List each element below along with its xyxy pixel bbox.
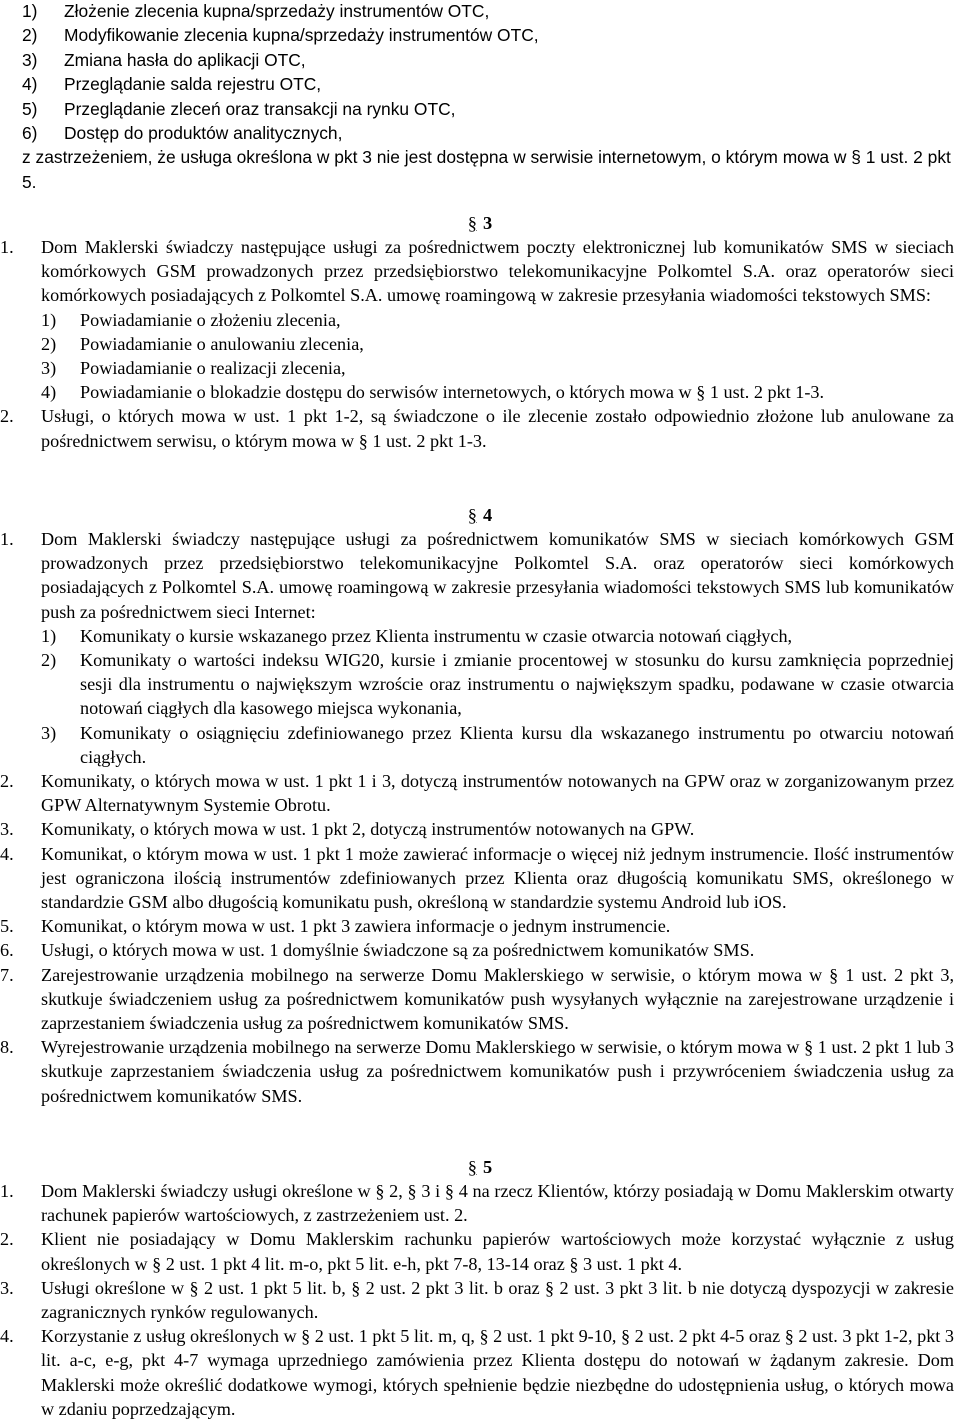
section-paragraph (0, 404, 954, 452)
item-text: Komunikaty o wartości indeksu WIG20, kursie i zmianie procentowej w stosunku do kursu zamknięcia poprzedniej sesji dla instrumentu o największym wzroście oraz instrumentu o największym spadku, podawane w czasie otwarcia notowań ciągłych dla kasowego miejsca wykonania, (80, 650, 954, 719)
list-item (0, 380, 954, 404)
section-paragraph (0, 1324, 954, 1421)
item-text: Przeglądanie zleceń oraz transakcji na rynku OTC, (64, 98, 456, 119)
section-paragraph (0, 1276, 954, 1324)
paragraph-number: 3. (0, 1277, 14, 1298)
section-paragraph (0, 1227, 954, 1275)
item-text: Przeglądanie salda rejestru OTC, (64, 74, 322, 95)
paragraph-number: 1. (0, 1181, 14, 1201)
paragraph-number: 2. (0, 406, 14, 427)
list-item (0, 72, 960, 96)
section-number: 3 (483, 213, 493, 233)
paragraph-number: 8. (0, 1037, 14, 1058)
paragraph-text: Klient nie posiadający w Domu Maklerskim rachunku papierów wartościowych może korzystać wyłącznie z usług określonych w § 2 ust. 1 pkt 4 lit. m-o, pkt 5 lit. e-h, pkt 7-8, 13-14 oraz § 3 ust. 1 pkt 4. (41, 1229, 954, 1274)
top-list (0, 0, 960, 194)
paragraph-text: Komunikat, o którym mowa w ust. 1 pkt 1 może zawierać informacje o więcej niż jednym instrumencie. Ilość instrumentów jest ograniczona ilością instrumentów zdefiniowanych przez Klienta oraz długością komunikatu SMS, określonego w standardzie GSM albo długością komunikatu push, określoną w standardzie systemu Android lub iOS. (41, 843, 954, 913)
section-paragraph (0, 842, 954, 915)
section-paragraph (0, 235, 954, 308)
item-number: 5) (22, 98, 38, 119)
paragraph-text: Korzystanie z usług określonych w § 2 ust. 1 pkt 5 lit. m, q, § 2 ust. 1 pkt 9-10, § 2 ust. 2 pkt 4-5 oraz § 2 ust. 3 pkt 1-2, pkt 3 lit. a-c, e-g, pkt 4-7 wymaga uprzedniego zamówienia przez Klienta dostępu do notowań w żądanym zakresie. Dom Maklerski może określić dodatkowe wymogi, których spełnienie będzie niezbędne do udostępnienia usług, o których mowa w zdaniu poprzedzającym. (41, 1326, 954, 1419)
item-number: 3) (41, 722, 57, 743)
item-text: Komunikaty o kursie wskazanego przez Klienta instrumentu w czasie otwarcia notowań ciągłych, (80, 625, 793, 646)
item-number: 2) (41, 333, 57, 354)
paragraph-number: 4. (0, 843, 14, 864)
section-paragraph (0, 963, 954, 1036)
item-number: 6) (22, 123, 38, 144)
item-number: 1) (41, 625, 57, 646)
section-paragraph (0, 1179, 954, 1227)
paragraph-text: Dom Maklerski świadczy usługi określone w § 2, § 3 i § 4 na rzecz Klientów, którzy posiadają w Domu Maklerskim otwarty rachunek papierów wartościowych, z zastrzeżeniem ust. 2. (41, 1181, 954, 1226)
paragraph-text: Dom Maklerski świadczy następujące usługi za pośrednictwem komunikatów SMS w sieciach komórkowych GSM prowadzonych przez przedsiębiorstwo telekomunikacyjne Polkomtel S.A. oraz operatorów sieci komórkowych posiadających z Polkomtel S.A. umowę roamingową w zakresie przesyłania wiadomości tekstowych SMS lub komunikatów push za pośrednictwem sieci Internet: (41, 529, 954, 622)
section-paragraph (0, 527, 954, 624)
paragraph-text: Usługi określone w § 2 ust. 1 pkt 5 lit. b, § 2 ust. 2 pkt 3 lit. b oraz § 2 ust. 3 pkt 3 lit. b nie dotyczą dyspozycji w zakresie zagranicznych rynków regulowanych. (41, 1277, 954, 1323)
list-item (0, 332, 954, 356)
section-paragraph (0, 914, 954, 938)
paragraph-text: Zarejestrowanie urządzenia mobilnego na serwerze Domu Maklerskiego w serwisie, o którym mowa w § 1 ust. 2 pkt 3, skutkuje świadczeniem usług za pośrednictwem komunikatów push wysyłanych wyłącznie na zarejestrowane urządzenie i zaprzestaniem świadczenia usług za pośrednictwem komunikatów SMS. (41, 964, 954, 1034)
paragraph-number: 4. (0, 1326, 14, 1347)
item-text: Powiadamianie o realizacji zlecenia, (80, 358, 346, 379)
list-item (0, 97, 960, 121)
item-number: 1) (22, 1, 38, 21)
paragraph-number: 7. (0, 964, 14, 985)
item-number: 2) (22, 25, 38, 46)
list-item (0, 308, 954, 332)
paragraph-text: Wyrejestrowanie urządzenia mobilnego na serwerze Domu Maklerskiego w serwisie, o którym mowa w § 1 ust. 2 pkt 1 lub 3 skutkuje zaprzestaniem świadczenia usług za pośrednictwem komunikatów push i przywróceniem świadczenia usług za pośrednictwem komunikatów SMS. (41, 1037, 954, 1106)
paragraph-text: Komunikaty, o których mowa w ust. 1 pkt 2, dotyczą instrumentów notowanych na GPW. (41, 819, 695, 840)
paragraph-number: 1. (0, 237, 14, 257)
item-text: Powiadamianie o blokadzie dostępu do serwisów internetowych, o których mowa w § 1 ust. 2 pkt 1-3. (80, 382, 825, 403)
section-4 (0, 503, 960, 1108)
paragraph-symbol: § (467, 1157, 477, 1177)
section-3 (0, 211, 960, 453)
section-paragraph (0, 938, 954, 962)
list-item (0, 648, 954, 721)
paragraph-number: 6. (0, 940, 14, 961)
item-number: 1) (41, 309, 57, 330)
section-5 (0, 1155, 960, 1421)
list-item (0, 23, 960, 47)
list-item (0, 356, 954, 380)
paragraph-text: Usługi, o których mowa w ust. 1 pkt 1-2, są świadczone o ile zlecenie zostało odpowiednio złożone lub anulowane za pośrednictwem serwisu, o którym mowa w § 1 ust. 2 pkt 1-3. (41, 406, 954, 451)
paragraph-text: Usługi, o których mowa w ust. 1 domyślnie świadczone są za pośrednictwem komunikatów SMS. (41, 940, 755, 961)
item-number: 4) (22, 74, 38, 95)
section-number: 4 (483, 505, 493, 525)
list-item (0, 48, 960, 72)
list-item (0, 624, 954, 648)
section-heading (0, 1155, 960, 1179)
paragraph-number: 3. (0, 819, 14, 840)
item-number: 2) (41, 650, 57, 671)
paragraph-number: 1. (0, 529, 14, 549)
item-text: Złożenie zlecenia kupna/sprzedaży instrumentów OTC, (64, 1, 490, 21)
paragraph-text: Dom Maklerski świadczy następujące usługi za pośrednictwem poczty elektronicznej lub komunikatów SMS w sieciach komórkowych GSM prowadzonych przez przedsiębiorstwo telekomunikacyjne Polkomtel S.A. oraz operatorów sieci komórkowych posiadających z Polkomtel S.A. umowę roamingową w zakresie przesyłania wiadomości tekstowych SMS: (41, 237, 954, 306)
list-item (0, 121, 960, 145)
section-paragraph (0, 817, 954, 841)
list-item (0, 721, 954, 769)
paragraph-text: Komunikat, o którym mowa w ust. 1 pkt 3 zawiera informacje o jednym instrumencie. (41, 916, 671, 937)
paragraph-number: 2. (0, 1229, 14, 1250)
section-number: 5 (483, 1157, 493, 1177)
list-note: z zastrzeżeniem, że usługa określona w pkt 3 nie jest dostępna w serwisie internetowym, o którym mowa w § 1 ust. 2 pkt 5. (22, 147, 951, 192)
item-text: Zmiana hasła do aplikacji OTC, (64, 49, 306, 70)
item-number: 4) (41, 382, 57, 403)
paragraph-number: 5. (0, 916, 14, 937)
section-heading (0, 503, 960, 527)
section-paragraph (0, 1035, 954, 1108)
section-paragraph (0, 769, 954, 817)
item-text: Dostęp do produktów analitycznych, (64, 123, 343, 144)
section-heading (0, 211, 960, 235)
paragraph-text: Komunikaty, o których mowa w ust. 1 pkt 1 i 3, dotyczą instrumentów notowanych na GPW oraz w zorganizowanym przez GPW Alternatywnym Systemie Obrotu. (41, 771, 954, 816)
list-item (0, 0, 960, 23)
item-number: 3) (22, 49, 38, 70)
paragraph-symbol: § (467, 213, 477, 233)
item-text: Powiadamianie o anulowaniu zlecenia, (80, 333, 364, 354)
paragraph-symbol: § (467, 505, 477, 525)
item-text: Komunikaty o osiągnięciu zdefiniowanego przez Klienta kursu dla wskazanego instrumentu po otwarciu notowań ciągłych. (80, 722, 954, 767)
item-text: Powiadamianie o złożeniu zlecenia, (80, 309, 341, 330)
item-number: 3) (41, 358, 57, 379)
paragraph-number: 2. (0, 771, 14, 792)
item-text: Modyfikowanie zlecenia kupna/sprzedaży instrumentów OTC, (64, 25, 539, 46)
